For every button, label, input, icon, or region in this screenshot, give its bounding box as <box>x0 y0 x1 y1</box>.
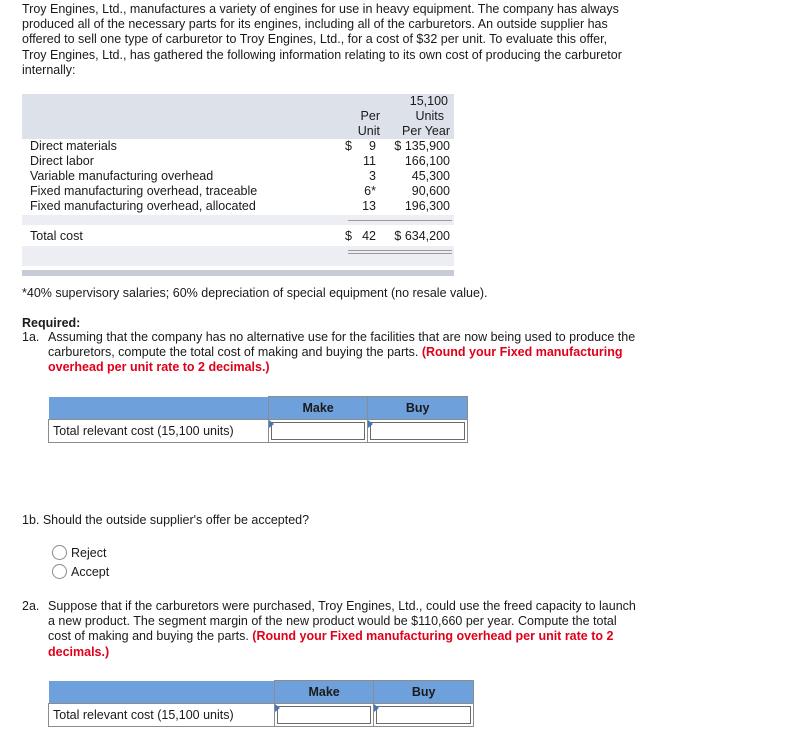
row-per-unit: 3 <box>369 169 376 183</box>
row-band <box>22 246 454 266</box>
buy-header: Buy <box>368 397 468 420</box>
question-2a-text: Suppose that if the carburetors were purchased, Troy Engines, Ltd., could use the freed capacity to launch a new product. The segment margin of the new product would be $110,660 per year. Compute the total cost of making and buying the parts. <box>48 599 636 644</box>
total-row <box>30 229 450 244</box>
accept-radio[interactable] <box>52 564 67 579</box>
make-header: Make <box>274 681 374 704</box>
row-per-year: 90,600 <box>411 184 450 198</box>
cost-row <box>30 154 450 169</box>
question-2a <box>22 599 642 660</box>
question-1a-number: 1a. <box>22 330 40 344</box>
footnote: *40% supervisory salaries; 60% depreciation of special equipment (no resale value). <box>22 286 488 300</box>
make-cost-input[interactable] <box>274 704 374 727</box>
header-unit: Unit <box>357 124 380 138</box>
row-label: Variable manufacturing overhead <box>30 169 214 183</box>
header-units-label: Units <box>415 109 444 123</box>
cost-row <box>30 169 450 184</box>
answer-table-2a <box>48 680 474 727</box>
row-per-unit: 13 <box>362 199 376 213</box>
total-dollar: $ <box>345 229 352 243</box>
header-per-year: Per Year <box>402 124 450 138</box>
header-blank <box>49 681 275 704</box>
row-label: Fixed manufacturing overhead, traceable <box>30 184 258 198</box>
cost-row <box>30 199 450 214</box>
row-dollar: $ <box>345 139 352 153</box>
header-blank <box>49 397 269 420</box>
total-per-unit: 42 <box>362 229 376 243</box>
make-cost-input[interactable] <box>268 420 368 443</box>
cost-row <box>30 184 450 199</box>
row-label: Direct labor <box>30 154 94 168</box>
row-per-unit: 11 <box>363 154 376 168</box>
row-label: Fixed manufacturing overhead, allocated <box>30 199 256 213</box>
row-per-year: 196,300 <box>404 199 450 213</box>
row-label-total-relevant-cost: Total relevant cost (15,100 units) <box>49 420 269 443</box>
reject-label: Reject <box>71 546 107 560</box>
row-per-year: 166,100 <box>404 154 450 168</box>
header-per: Per <box>360 109 380 123</box>
total-double-rule <box>348 250 452 251</box>
row-per-year: $ 135,900 <box>394 139 450 153</box>
row-per-unit: 9 <box>369 139 376 153</box>
subtotal-rule <box>348 220 452 221</box>
question-1b: 1b. Should the outside supplier's offer be accepted? <box>22 513 310 527</box>
row-label: Direct materials <box>30 139 117 153</box>
question-1a-instruction: (Round your Fixed manufacturing overhead per unit rate to 2 decimals.) <box>48 345 623 375</box>
row-per-unit: 6* <box>364 184 376 198</box>
reject-radio[interactable] <box>52 545 67 560</box>
buy-header: Buy <box>374 681 474 704</box>
total-label: Total cost <box>30 229 83 243</box>
header-units-count: 15,100 <box>409 94 448 108</box>
question-1a-text: Assuming that the company has no alternative use for the facilities that are now being used to produce the carburetors, compute the total cost of making and buying the parts. <box>48 330 636 360</box>
total-per-year: $ 634,200 <box>394 229 450 243</box>
required-heading: Required: <box>22 316 81 330</box>
table-footer-bar <box>22 270 454 276</box>
row-label-total-relevant-cost: Total relevant cost (15,100 units) <box>49 704 275 727</box>
question-2a-instruction: (Round your Fixed manufacturing overhead per unit rate to 2 decimals.) <box>48 629 614 659</box>
cost-row <box>30 139 450 154</box>
buy-cost-input[interactable] <box>368 420 468 443</box>
total-double-rule <box>348 253 452 254</box>
row-per-year: 45,300 <box>411 169 450 183</box>
make-header: Make <box>268 397 368 420</box>
accept-label: Accept <box>71 565 110 579</box>
answer-table-1a <box>48 396 468 443</box>
question-2a-number: 2a. <box>22 599 40 613</box>
question-1a <box>22 330 642 376</box>
buy-cost-input[interactable] <box>374 704 474 727</box>
problem-intro: Troy Engines, Ltd., manufactures a variety of engines for use in heavy equipment. The company has always produced all of the necessary parts for its engines, including all of the carburetors. An outside supplier has offered to sell one type of carburetor to Troy Engines, Ltd., for a cost of $32 per unit. To evaluate this offer, Troy Engines, Ltd., has gathered the following information relating to its own cost of producing the carburetor internally: <box>22 2 622 77</box>
